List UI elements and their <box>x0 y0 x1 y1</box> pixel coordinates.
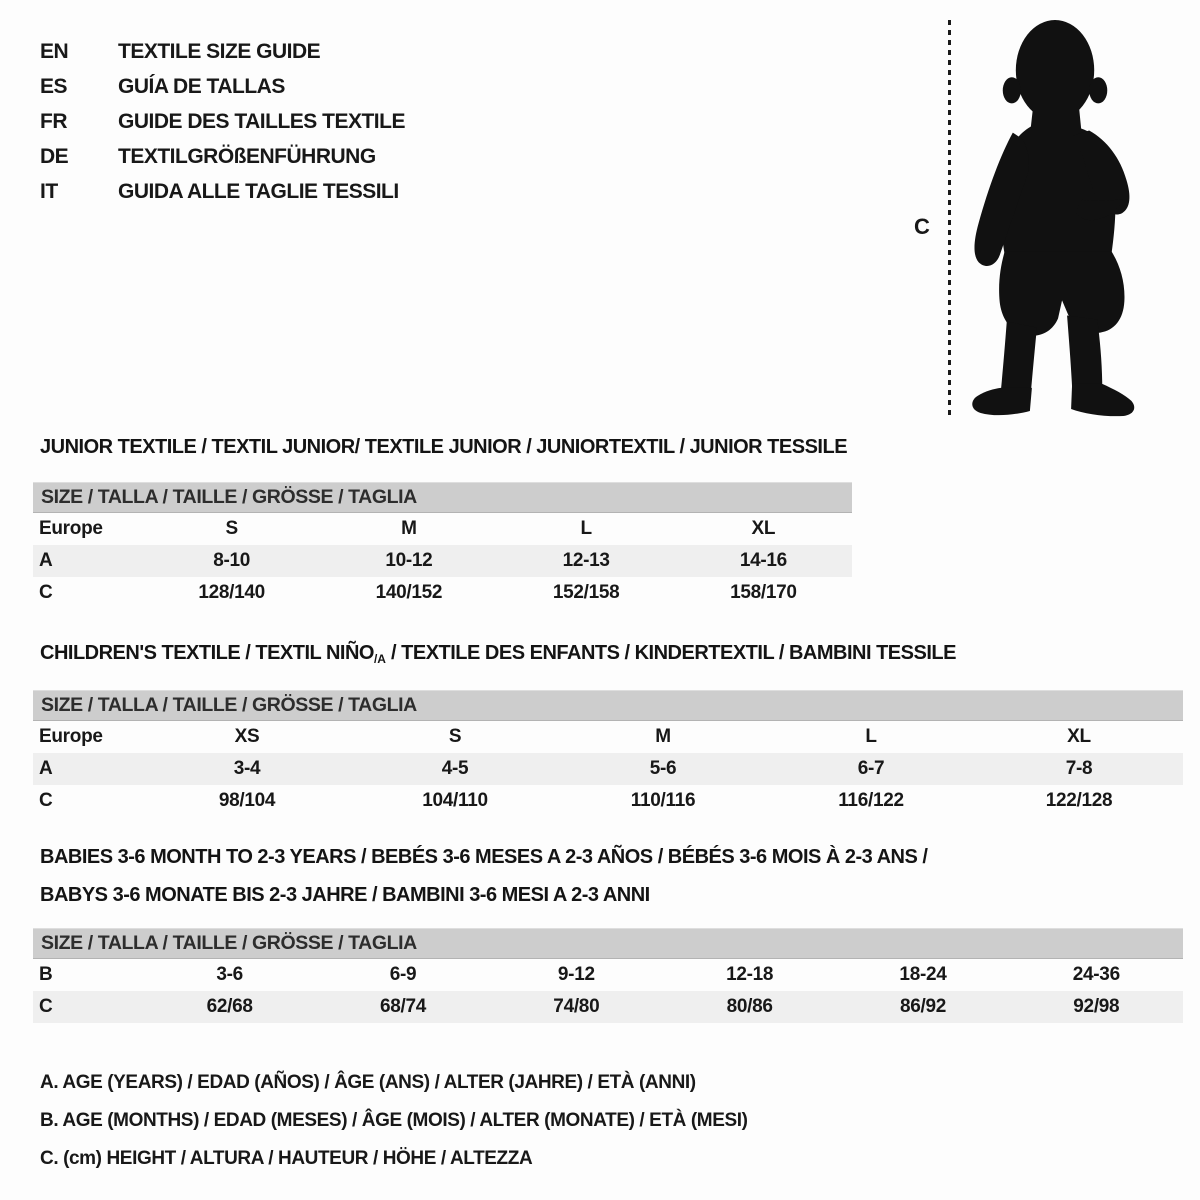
lang-row-it <box>40 174 405 209</box>
babies-size-table <box>33 928 1183 1023</box>
children-heading-post: / TEXTILE DES ENFANTS / KINDERTEXTIL / BAMBINI TESSILE <box>385 642 956 664</box>
lang-title: GUIDA ALLE TAGLIE TESSILI <box>118 179 399 203</box>
children-heading-pre: CHILDREN'S TEXTILE / TEXTIL NIÑO <box>40 642 374 664</box>
lang-code: EN <box>40 39 69 63</box>
legend-line-b: B. AGE (MONTHS) / EDAD (MESES) / ÂGE (MOIS) / ALTER (MONATE) / ETÀ (MESI) <box>40 1110 748 1131</box>
table-cell: 9-12 <box>557 964 595 985</box>
table-cell: 68/74 <box>379 996 427 1017</box>
table-cell: 6-9 <box>389 964 417 985</box>
junior-size-table <box>33 482 852 609</box>
size-header-label: SIZE / TALLA / TAILLE / GRÖSSE / TAGLIA <box>41 932 417 954</box>
table-cell: M <box>401 518 417 539</box>
lang-title: GUÍA DE TALLAS <box>118 74 285 98</box>
table-cell: 10-12 <box>385 550 433 571</box>
table-cell: 5-6 <box>649 758 677 779</box>
table-cell: 62/68 <box>206 996 253 1017</box>
toddler-silhouette-icon <box>966 18 1138 420</box>
lang-row-es <box>40 69 405 104</box>
babies-heading-line2: BABYS 3-6 MONATE BIS 2-3 JAHRE / BAMBINI 3-6 MESI A 2-3 ANNI <box>40 884 650 906</box>
row-label: C <box>39 582 53 603</box>
table-cell: 14-16 <box>739 550 787 571</box>
table-cell: 18-24 <box>899 964 947 985</box>
lang-row-en <box>40 34 405 69</box>
table-cell: 7-8 <box>1065 758 1093 779</box>
row-label: Europe <box>39 726 103 747</box>
lang-code: DE <box>40 144 69 168</box>
junior-section-heading: JUNIOR TEXTILE / TEXTIL JUNIOR/ TEXTILE JUNIOR / JUNIORTEXTIL / JUNIOR TESSILE <box>40 436 848 458</box>
row-label: C <box>39 790 53 811</box>
table-cell: 92/98 <box>1073 996 1120 1017</box>
table-cell: 158/170 <box>730 582 797 603</box>
children-section-heading <box>40 642 956 666</box>
legend-line-a: A. AGE (YEARS) / EDAD (AÑOS) / ÂGE (ANS) / ALTER (JAHRE) / ETÀ (ANNI) <box>40 1072 696 1093</box>
table-cell: 152/158 <box>552 582 620 603</box>
lang-row-fr <box>40 104 405 139</box>
size-header-bar <box>33 482 852 513</box>
row-label: C <box>39 996 53 1017</box>
table-cell: 3-4 <box>233 758 261 779</box>
table-cell: 24-36 <box>1072 964 1120 985</box>
table-cell: 116/122 <box>838 790 904 811</box>
table-cell: 128/140 <box>198 582 265 603</box>
size-header-label: SIZE / TALLA / TAILLE / GRÖSSE / TAGLIA <box>41 694 417 716</box>
table-cell: 104/110 <box>422 790 488 811</box>
table-cell: XS <box>234 726 260 747</box>
height-measure-dashed-line <box>948 20 951 418</box>
table-row <box>33 785 1183 817</box>
table-row <box>33 513 852 545</box>
table-row <box>33 959 1183 991</box>
table-row <box>33 991 1183 1023</box>
table-row <box>33 721 1183 753</box>
table-cell: 74/80 <box>553 996 600 1017</box>
table-cell: L <box>580 518 592 539</box>
table-cell: XL <box>751 518 776 539</box>
babies-heading-line1: BABIES 3-6 MONTH TO 2-3 YEARS / BEBÉS 3-6 MESES A 2-3 AÑOS / BÉBÉS 3-6 MOIS À 2-3 ANS / <box>40 846 928 868</box>
table-cell: S <box>225 518 238 539</box>
lang-code: FR <box>40 109 67 133</box>
lang-code: IT <box>40 179 58 203</box>
babies-section-heading <box>40 838 927 914</box>
table-cell: 12-18 <box>726 964 774 985</box>
table-cell: 122/128 <box>1045 790 1113 811</box>
lang-title: TEXTILE SIZE GUIDE <box>118 39 321 63</box>
language-title-list <box>40 34 405 209</box>
table-row <box>33 753 1183 785</box>
table-cell: S <box>448 726 462 747</box>
table-cell: 3-6 <box>216 964 243 985</box>
table-row <box>33 577 852 609</box>
table-cell: 80/86 <box>726 996 773 1017</box>
table-cell: 4-5 <box>441 758 469 779</box>
lang-row-de <box>40 139 405 174</box>
size-header-label: SIZE / TALLA / TAILLE / GRÖSSE / TAGLIA <box>41 486 417 508</box>
table-cell: 98/104 <box>218 790 276 811</box>
row-label: Europe <box>39 518 103 539</box>
table-cell: 140/152 <box>375 582 443 603</box>
row-label: A <box>39 758 53 779</box>
measure-legend <box>40 1064 748 1178</box>
children-size-table <box>33 690 1183 817</box>
children-heading-sub: /A <box>373 652 386 666</box>
size-header-bar <box>33 928 1183 959</box>
table-cell: XL <box>1067 726 1091 747</box>
height-measure-label: C <box>914 214 930 239</box>
table-cell: 6-7 <box>857 758 885 779</box>
table-cell: M <box>655 726 671 747</box>
table-row <box>33 545 852 577</box>
lang-title: GUIDE DES TAILLES TEXTILE <box>118 109 405 133</box>
table-cell: 8-10 <box>213 550 251 571</box>
lang-code: ES <box>40 74 68 98</box>
size-header-bar <box>33 690 1183 721</box>
table-cell: 12-13 <box>562 550 610 571</box>
table-cell: L <box>865 726 877 747</box>
row-label: B <box>39 964 53 985</box>
row-label: A <box>39 550 53 571</box>
table-cell: 110/116 <box>630 790 696 811</box>
lang-title: TEXTILGRÖßENFÜHRUNG <box>118 144 376 168</box>
table-cell: 86/92 <box>899 996 946 1017</box>
legend-line-c: C. (cm) HEIGHT / ALTURA / HAUTEUR / HÖHE / ALTEZZA <box>40 1148 533 1169</box>
